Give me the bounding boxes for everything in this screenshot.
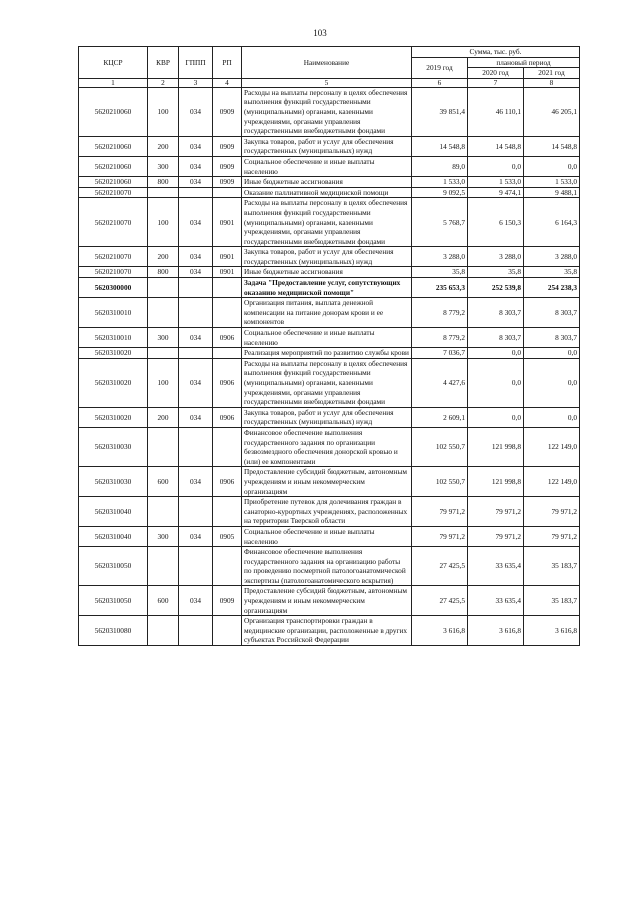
cell-kvr: 200 [148, 247, 179, 267]
header-rp: РП [213, 47, 242, 79]
cell-2019: 35,8 [412, 267, 468, 278]
header-kcsr: КЦСР [79, 47, 148, 79]
cell-kcsr: 5620210070 [79, 247, 148, 267]
column-index: 1 [79, 78, 148, 87]
cell-2019: 79 971,2 [412, 526, 468, 546]
table-row [79, 526, 580, 546]
cell-rp: 0901 [213, 247, 242, 267]
cell-2020: 8 303,7 [468, 328, 524, 348]
cell-kcsr: 5620310030 [79, 467, 148, 497]
cell-gpp: 034 [179, 358, 213, 407]
cell-2019: 27 425,5 [412, 586, 468, 616]
cell-gpp [179, 348, 213, 359]
cell-rp [213, 187, 242, 198]
cell-2021: 46 205,1 [524, 87, 580, 136]
cell-rp [213, 547, 242, 586]
header-gpp: ГППП [179, 47, 213, 79]
header-name: Наименование [242, 47, 412, 79]
table-row [79, 177, 580, 188]
cell-gpp [179, 427, 213, 466]
column-index: 8 [524, 78, 580, 87]
cell-2019: 9 092,5 [412, 187, 468, 198]
cell-rp: 0906 [213, 407, 242, 427]
cell-kcsr: 5620310050 [79, 586, 148, 616]
cell-rp [213, 298, 242, 328]
cell-2019: 89,0 [412, 156, 468, 176]
cell-gpp: 034 [179, 467, 213, 497]
cell-gpp: 034 [179, 247, 213, 267]
table-row [79, 348, 580, 359]
cell-2020: 121 998,8 [468, 467, 524, 497]
cell-2021: 254 238,3 [524, 278, 580, 298]
table-row [79, 547, 580, 586]
cell-rp: 0906 [213, 467, 242, 497]
cell-kcsr: 5620210060 [79, 177, 148, 188]
cell-kvr: 800 [148, 267, 179, 278]
cell-2019: 4 427,6 [412, 358, 468, 407]
table-row [79, 427, 580, 466]
cell-kcsr: 5620210070 [79, 198, 148, 247]
table-row [79, 187, 580, 198]
cell-name: Расходы на выплаты персоналу в целях обеспечения выполнения функций государственными (муниципальными) органами, казенными учреждениями, органами управления государственными внебюджетными фондами [242, 87, 412, 136]
table-row [79, 136, 580, 156]
cell-2020: 3 616,8 [468, 616, 524, 646]
cell-kcsr: 5620310080 [79, 616, 148, 646]
cell-2019: 1 533,0 [412, 177, 468, 188]
cell-2019: 102 550,7 [412, 427, 468, 466]
cell-name: Организация питания, выплата денежной компенсации на питание донорам крови и ее компонентов [242, 298, 412, 328]
cell-2021: 1 533,0 [524, 177, 580, 188]
cell-2021: 9 488,1 [524, 187, 580, 198]
cell-2021: 6 164,3 [524, 198, 580, 247]
cell-2019: 102 550,7 [412, 467, 468, 497]
header-planned-period: плановый период [468, 57, 580, 68]
column-index: 3 [179, 78, 213, 87]
cell-name: Приобретение путевок для долечивания граждан в санаторно-курортных учреждениях, расположенных на территории Тверской области [242, 497, 412, 527]
cell-rp: 0905 [213, 526, 242, 546]
cell-kcsr: 5620210060 [79, 136, 148, 156]
cell-2021: 122 149,0 [524, 427, 580, 466]
cell-2021: 35 183,7 [524, 586, 580, 616]
cell-2019: 14 548,8 [412, 136, 468, 156]
cell-2019: 235 653,3 [412, 278, 468, 298]
cell-rp: 0909 [213, 177, 242, 188]
cell-2020: 252 539,8 [468, 278, 524, 298]
cell-2020: 6 150,3 [468, 198, 524, 247]
cell-kcsr: 5620310010 [79, 298, 148, 328]
header-2020: 2020 год [468, 68, 524, 79]
column-index: 6 [412, 78, 468, 87]
cell-name: Социальное обеспечение и иные выплаты населению [242, 328, 412, 348]
column-index: 2 [148, 78, 179, 87]
table-row [79, 328, 580, 348]
cell-kcsr: 5620310020 [79, 407, 148, 427]
cell-2020: 79 971,2 [468, 497, 524, 527]
cell-kvr [148, 547, 179, 586]
cell-2021: 8 303,7 [524, 328, 580, 348]
cell-kcsr: 5620210070 [79, 187, 148, 198]
cell-2021: 35,8 [524, 267, 580, 278]
table-body [79, 87, 580, 645]
cell-kcsr: 5620310020 [79, 348, 148, 359]
cell-name: Реализация мероприятий по развитию службы крови [242, 348, 412, 359]
cell-gpp: 034 [179, 87, 213, 136]
cell-gpp: 034 [179, 526, 213, 546]
cell-2020: 0,0 [468, 358, 524, 407]
cell-kvr: 200 [148, 407, 179, 427]
cell-2020: 46 110,1 [468, 87, 524, 136]
cell-2019: 8 779,2 [412, 298, 468, 328]
cell-kvr [148, 187, 179, 198]
cell-kcsr: 5620300000 [79, 278, 148, 298]
cell-2020: 35,8 [468, 267, 524, 278]
cell-name: Предоставление субсидий бюджетным, автономным учреждениям и иным некоммерческим организациям [242, 467, 412, 497]
cell-kvr: 100 [148, 198, 179, 247]
cell-gpp [179, 497, 213, 527]
table-row [79, 87, 580, 136]
table-row [79, 247, 580, 267]
cell-gpp: 034 [179, 156, 213, 176]
cell-rp [213, 278, 242, 298]
cell-name: Социальное обеспечение и иные выплаты населению [242, 156, 412, 176]
cell-kvr: 300 [148, 328, 179, 348]
table-row [79, 278, 580, 298]
cell-rp: 0909 [213, 136, 242, 156]
cell-2021: 8 303,7 [524, 298, 580, 328]
cell-kvr: 300 [148, 156, 179, 176]
cell-gpp [179, 278, 213, 298]
table-row [79, 358, 580, 407]
cell-kvr: 300 [148, 526, 179, 546]
cell-2019: 79 971,2 [412, 497, 468, 527]
cell-name: Закупка товаров, работ и услуг для обеспечения государственных (муниципальных) нужд [242, 136, 412, 156]
cell-name: Оказание паллиативной медицинской помощи [242, 187, 412, 198]
header-sum: Сумма, тыс. руб. [412, 47, 580, 58]
cell-name: Закупка товаров, работ и услуг для обеспечения государственных (муниципальных) нужд [242, 407, 412, 427]
cell-kvr: 100 [148, 87, 179, 136]
column-index-row [79, 78, 580, 87]
cell-2019: 2 609,1 [412, 407, 468, 427]
cell-2021: 79 971,2 [524, 526, 580, 546]
cell-kvr: 200 [148, 136, 179, 156]
cell-2020: 1 533,0 [468, 177, 524, 188]
column-index: 4 [213, 78, 242, 87]
cell-rp: 0909 [213, 586, 242, 616]
cell-rp [213, 427, 242, 466]
cell-kvr [148, 348, 179, 359]
cell-2019: 7 036,7 [412, 348, 468, 359]
cell-rp [213, 616, 242, 646]
cell-2019: 3 288,0 [412, 247, 468, 267]
column-index: 7 [468, 78, 524, 87]
cell-gpp [179, 616, 213, 646]
table-row [79, 497, 580, 527]
cell-name: Задача "Предоставление услуг, сопутствующих оказанию медицинской помощи" [242, 278, 412, 298]
cell-kvr: 600 [148, 586, 179, 616]
cell-kcsr: 5620310030 [79, 427, 148, 466]
cell-2020: 0,0 [468, 407, 524, 427]
cell-2021: 3 288,0 [524, 247, 580, 267]
page-number: 103 [313, 28, 327, 38]
cell-name: Финансовое обеспечение выполнения государственного задания на организацию работы по проведению посмертной патологоанатомической экспертизы (патологоанатомического вскрытия) [242, 547, 412, 586]
cell-kcsr: 5620210070 [79, 267, 148, 278]
cell-2020: 3 288,0 [468, 247, 524, 267]
cell-2020: 33 635,4 [468, 586, 524, 616]
cell-2020: 79 971,2 [468, 526, 524, 546]
cell-kcsr: 5620310020 [79, 358, 148, 407]
budget-table [78, 46, 580, 646]
cell-rp [213, 348, 242, 359]
cell-kvr: 600 [148, 467, 179, 497]
cell-kvr: 100 [148, 358, 179, 407]
cell-name: Предоставление субсидий бюджетным, автономным учреждениям и иным некоммерческим организациям [242, 586, 412, 616]
cell-2021: 0,0 [524, 407, 580, 427]
cell-gpp: 034 [179, 136, 213, 156]
cell-rp: 0901 [213, 267, 242, 278]
table-row [79, 407, 580, 427]
cell-2019: 3 616,8 [412, 616, 468, 646]
cell-2019: 5 768,7 [412, 198, 468, 247]
cell-kcsr: 5620210060 [79, 87, 148, 136]
table-row [79, 586, 580, 616]
cell-kcsr: 5620310040 [79, 497, 148, 527]
cell-name: Социальное обеспечение и иные выплаты населению [242, 526, 412, 546]
cell-kvr [148, 278, 179, 298]
cell-2020: 33 635,4 [468, 547, 524, 586]
cell-gpp: 034 [179, 407, 213, 427]
cell-gpp: 034 [179, 177, 213, 188]
cell-rp: 0909 [213, 87, 242, 136]
cell-gpp [179, 547, 213, 586]
cell-kvr [148, 298, 179, 328]
cell-2020: 0,0 [468, 156, 524, 176]
cell-2021: 14 548,8 [524, 136, 580, 156]
cell-gpp: 034 [179, 328, 213, 348]
cell-gpp [179, 187, 213, 198]
cell-2020: 121 998,8 [468, 427, 524, 466]
column-index: 5 [242, 78, 412, 87]
cell-kvr [148, 427, 179, 466]
cell-2019: 8 779,2 [412, 328, 468, 348]
cell-2020: 0,0 [468, 348, 524, 359]
cell-rp: 0906 [213, 328, 242, 348]
cell-2021: 79 971,2 [524, 497, 580, 527]
cell-2021: 3 616,8 [524, 616, 580, 646]
cell-gpp: 034 [179, 586, 213, 616]
cell-gpp [179, 298, 213, 328]
cell-name: Иные бюджетные ассигнования [242, 267, 412, 278]
cell-2019: 27 425,5 [412, 547, 468, 586]
cell-kcsr: 5620310010 [79, 328, 148, 348]
cell-name: Финансовое обеспечение выполнения государственного задания по организации безвозмездного обеспечения донорской кровью и (или) ее компонентами [242, 427, 412, 466]
table-row [79, 198, 580, 247]
cell-2020: 14 548,8 [468, 136, 524, 156]
cell-2021: 0,0 [524, 348, 580, 359]
cell-rp: 0901 [213, 198, 242, 247]
cell-2021: 0,0 [524, 156, 580, 176]
cell-name: Закупка товаров, работ и услуг для обеспечения государственных (муниципальных) нужд [242, 247, 412, 267]
cell-2021: 0,0 [524, 358, 580, 407]
table-row [79, 298, 580, 328]
table-row [79, 267, 580, 278]
cell-2019: 39 851,4 [412, 87, 468, 136]
cell-2021: 122 149,0 [524, 467, 580, 497]
cell-rp [213, 497, 242, 527]
header-kvr: КВР [148, 47, 179, 79]
cell-gpp: 034 [179, 267, 213, 278]
cell-kcsr: 5620310050 [79, 547, 148, 586]
cell-name: Расходы на выплаты персоналу в целях обеспечения выполнения функций государственными (муниципальными) органами, казенными учреждениями, органами управления государственными внебюджетными фондами [242, 198, 412, 247]
header-2019: 2019 год [412, 57, 468, 78]
cell-kcsr: 5620210060 [79, 156, 148, 176]
cell-name: Иные бюджетные ассигнования [242, 177, 412, 188]
header-2021: 2021 год [524, 68, 580, 79]
cell-2021: 35 183,7 [524, 547, 580, 586]
cell-kvr [148, 616, 179, 646]
cell-kvr [148, 497, 179, 527]
cell-name: Расходы на выплаты персоналу в целях обеспечения выполнения функций государственными (муниципальными) органами, казенными учреждениями, органами управления государственными внебюджетными фондами [242, 358, 412, 407]
table-row [79, 156, 580, 176]
cell-2020: 9 474,1 [468, 187, 524, 198]
cell-name: Организация транспортировки граждан в медицинские организации, расположенные в других субъектах Российской Федерации [242, 616, 412, 646]
cell-gpp: 034 [179, 198, 213, 247]
table-row [79, 467, 580, 497]
table-row [79, 616, 580, 646]
cell-rp: 0909 [213, 156, 242, 176]
cell-kcsr: 5620310040 [79, 526, 148, 546]
cell-2020: 8 303,7 [468, 298, 524, 328]
cell-kvr: 800 [148, 177, 179, 188]
cell-rp: 0906 [213, 358, 242, 407]
